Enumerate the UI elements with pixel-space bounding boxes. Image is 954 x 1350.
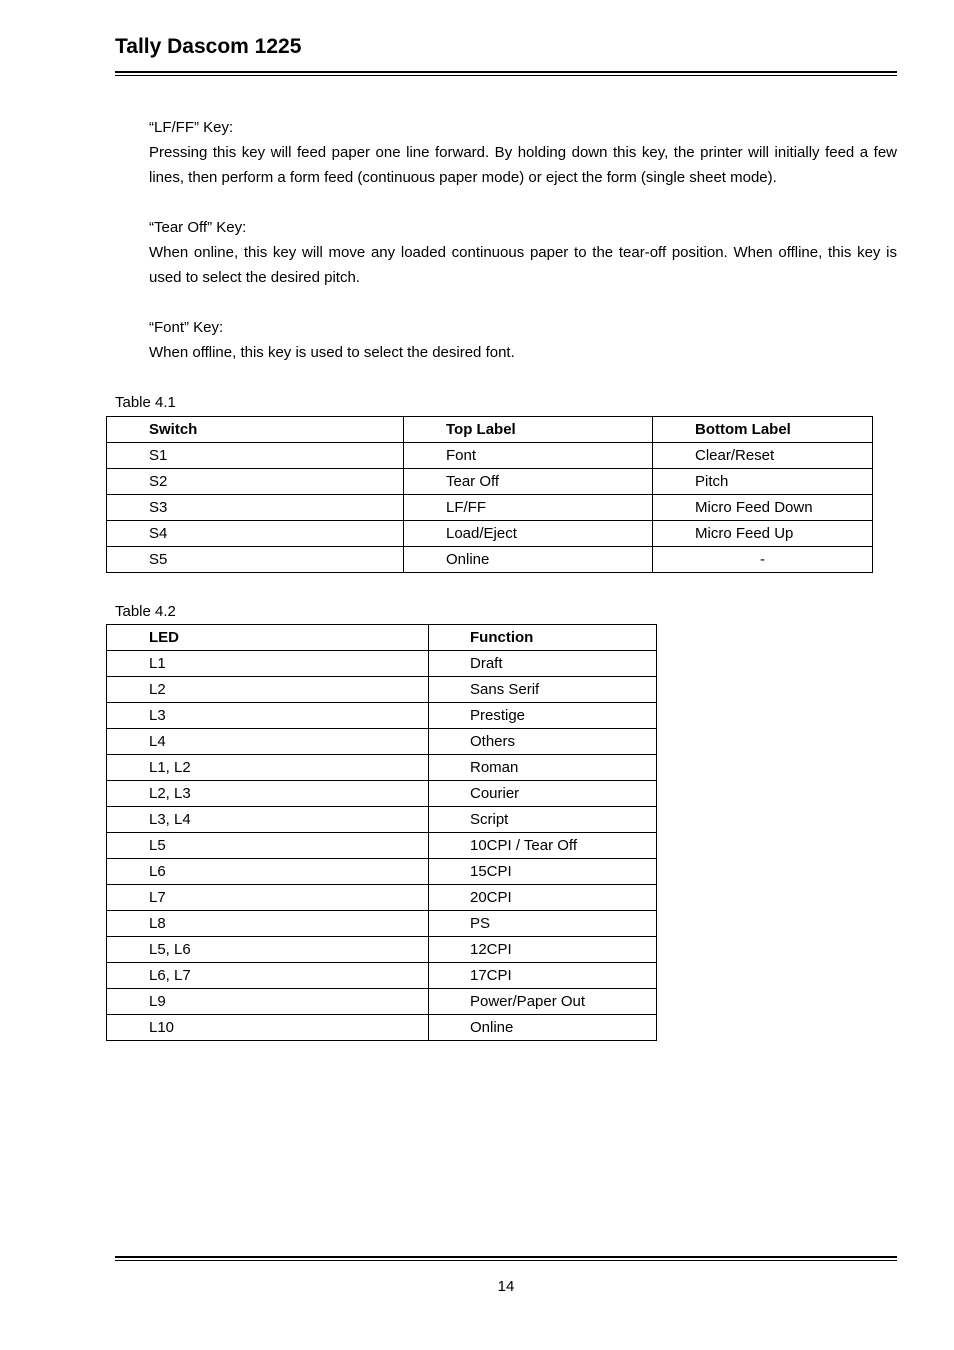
table-cell: 20CPI	[429, 885, 657, 911]
table-4-1-caption: Table 4.1	[115, 394, 176, 411]
table-cell: Online	[429, 1015, 657, 1041]
table-cell: 12CPI	[429, 937, 657, 963]
table-cell: -	[653, 547, 873, 573]
section-heading: “LF/FF” Key:	[149, 119, 234, 136]
font-key-section	[149, 315, 897, 365]
table-cell: S1	[107, 443, 404, 469]
table-cell: L1, L2	[107, 755, 429, 781]
table-cell: L6, L7	[107, 963, 429, 989]
table-cell: Courier	[429, 781, 657, 807]
table-cell: Draft	[429, 651, 657, 677]
table-row	[107, 677, 657, 703]
header-cell-switch: Switch	[107, 417, 404, 443]
table-cell: S4	[107, 521, 404, 547]
table-cell: PS	[429, 911, 657, 937]
table-row	[107, 443, 873, 469]
table-row	[107, 989, 657, 1015]
table-row	[107, 963, 657, 989]
section-body: When offline, this key is used to select the desired font.	[149, 344, 515, 361]
table-row	[107, 937, 657, 963]
table-row	[107, 755, 657, 781]
table-cell: LF/FF	[404, 495, 653, 521]
table-cell: L9	[107, 989, 429, 1015]
table-row	[107, 521, 873, 547]
header-rule	[115, 71, 897, 76]
table-cell: L10	[107, 1015, 429, 1041]
table-cell: L5	[107, 833, 429, 859]
table-cell: Others	[429, 729, 657, 755]
table-cell: L5, L6	[107, 937, 429, 963]
header-cell-top-label: Top Label	[404, 417, 653, 443]
table-header-row	[107, 625, 657, 651]
table-row	[107, 651, 657, 677]
switch-label-table	[106, 416, 873, 573]
led-function-table	[106, 624, 657, 1041]
page-number: 14	[497, 1278, 515, 1295]
table-cell: 15CPI	[429, 859, 657, 885]
table-cell: Pitch	[653, 469, 873, 495]
table-cell: Clear/Reset	[653, 443, 873, 469]
table-cell: L7	[107, 885, 429, 911]
table-row	[107, 807, 657, 833]
table-cell: L3	[107, 703, 429, 729]
table-row	[107, 781, 657, 807]
footer-rule	[115, 1256, 897, 1261]
page-header-title: Tally Dascom 1225	[115, 35, 302, 58]
table-4-2-caption: Table 4.2	[115, 603, 176, 620]
table-cell: Load/Eject	[404, 521, 653, 547]
table-cell: Sans Serif	[429, 677, 657, 703]
tear-off-key-section	[149, 215, 897, 290]
table-cell: S3	[107, 495, 404, 521]
table-cell: L8	[107, 911, 429, 937]
table-row	[107, 1015, 657, 1041]
header-cell-led: LED	[107, 625, 429, 651]
table-cell: Power/Paper Out	[429, 989, 657, 1015]
table-cell: Prestige	[429, 703, 657, 729]
table-cell: 10CPI / Tear Off	[429, 833, 657, 859]
section-body: Pressing this key will feed paper one line forward. By holding down this key, the printer will initially feed a few lines, then perform a form feed (continuous paper mode) or eject the form (single sheet mode).	[149, 144, 897, 186]
table-row	[107, 703, 657, 729]
table-row	[107, 885, 657, 911]
table-row	[107, 469, 873, 495]
table-row	[107, 495, 873, 521]
table-row	[107, 911, 657, 937]
table-cell: L6	[107, 859, 429, 885]
table-cell: Roman	[429, 755, 657, 781]
lf-ff-key-section	[149, 115, 897, 190]
table-header-row	[107, 417, 873, 443]
table-cell: L3, L4	[107, 807, 429, 833]
header-cell-function: Function	[429, 625, 657, 651]
table-cell: Font	[404, 443, 653, 469]
section-body: When online, this key will move any loaded continuous paper to the tear-off position. When offline, this key is used to select the desired pitch.	[149, 244, 897, 286]
table-row	[107, 859, 657, 885]
table-cell: Tear Off	[404, 469, 653, 495]
header-cell-bottom-label: Bottom Label	[653, 417, 873, 443]
table-row	[107, 729, 657, 755]
table-cell: S2	[107, 469, 404, 495]
table-row	[107, 547, 873, 573]
table-cell: L2, L3	[107, 781, 429, 807]
section-heading: “Tear Off” Key:	[149, 219, 247, 236]
table-cell: Micro Feed Down	[653, 495, 873, 521]
table-cell: 17CPI	[429, 963, 657, 989]
table-cell: Online	[404, 547, 653, 573]
table-cell: L1	[107, 651, 429, 677]
table-cell: S5	[107, 547, 404, 573]
table-cell: L2	[107, 677, 429, 703]
table-cell: L4	[107, 729, 429, 755]
table-cell: Script	[429, 807, 657, 833]
table-row	[107, 833, 657, 859]
section-heading: “Font” Key:	[149, 319, 224, 336]
table-cell: Micro Feed Up	[653, 521, 873, 547]
